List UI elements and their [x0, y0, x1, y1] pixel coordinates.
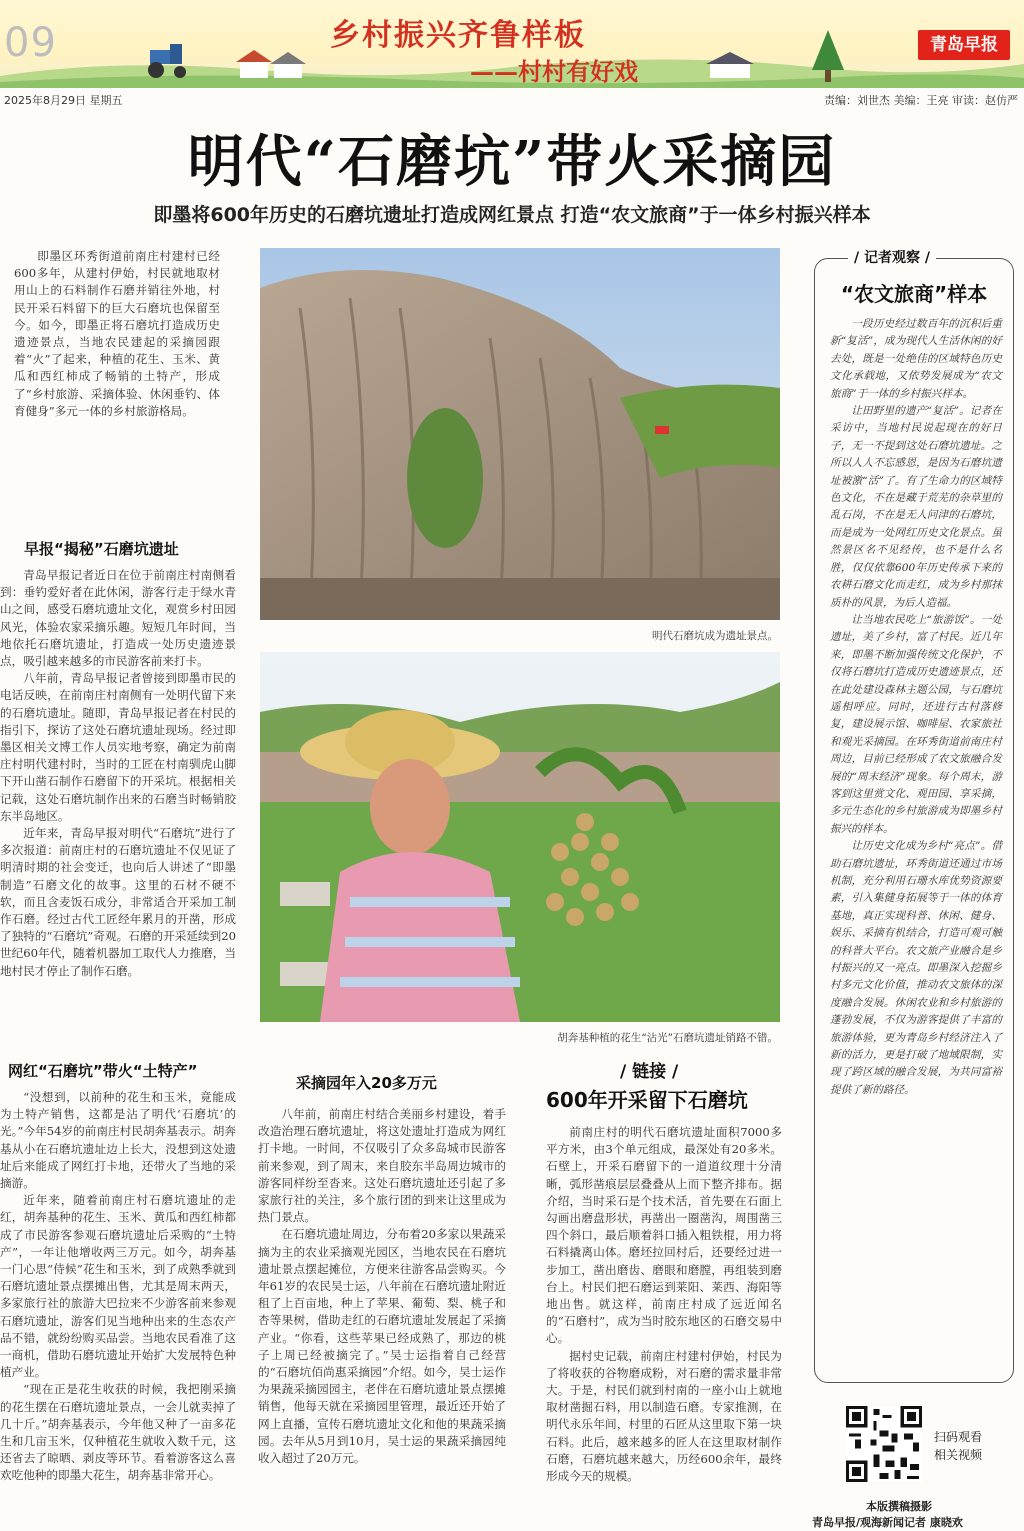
paragraph: “现在正是花生收获的时候，我把刚采摘的花生摆在石磨坑遗址景点，一会儿就卖掉了几十斤。”胡奔基表示，今年他又种了一亩多花生和几亩玉米，仅种植花生就收入数千元，这还省去了晾晒、剥皮等环节。看着游客这么喜欢吃他种的即墨大花生，胡奔基非常开心。: [0, 1382, 236, 1483]
editor-credits: 责编：刘世杰 美编：王亮 审读：赵仿严: [824, 94, 1018, 107]
paragraph: 让田野里的遗产“复活”。记者在采访中，当地村民说起现在的好日子，无一不提到这处石磨坑遗址。之所以人人不忘感恩，是因为石磨坑遗址被激“活”了。有了生命力的区域特色文化，不在是藏于荒芜的杂草里的乱石岗，不在是无人问津的石磨坑，而是成为一处网红历史文化景点。虽然景区名不见经传，也不是什么名胜，仅仅依靠600年历史传承下来的农耕石磨文化而走红，成为乡村那抹质朴的风景，为后人造福。: [830, 405, 1002, 609]
farmer-peanut-photo: [260, 652, 780, 1022]
masthead: [0, 0, 1024, 88]
dateline: 2025年8月29日 星期五: [4, 94, 123, 107]
lead-paragraph: [14, 248, 220, 420]
paragraph: “没想到，以前种的花生和玉米，竟能成为土特产销售，这都是沾了明代‘石磨坑’的光。”今年54岁的前南庄村民胡奔基表示。胡奔基从小在石磨坑遗址边上长大，没想到这处遗址后来能成了网红打卡地，还带火了当地的采摘游。: [0, 1090, 236, 1191]
section-heading-reveal: 早报“揭秘”石磨坑遗址: [24, 540, 179, 558]
observation-label: / 记者观察 /: [848, 247, 936, 267]
subheadline: 即墨将600年历史的石磨坑遗址打造成网红景点 打造“农文旅商”于一体乡村振兴样本: [153, 204, 871, 226]
paragraph: 在石磨坑遗址周边，分布着20多家以果蔬采摘为主的农业采摘观光园区，当地农民在石磨坑遗址景点摆起摊位，方便来往游客品尝购买。今年61岁的农民吴士运，八年前在石磨坑遗址附近租了上百亩地，种上了苹果、葡萄、梨、桃子和杏等果树，借助走红的石磨坑遗址发展起了采摘产业。“你看，这些苹果已经成熟了，那边的桃子上周已经被摘完了。”吴士运指着自己经营的“石磨坑佰尚惠采摘园”介绍。如今，吴士运作为果蔬采摘园园主，老伴在石磨坑遗址景点摆摊销售，他每天就在采摘园里管理，最近还开始了网上直播，宣传石磨坑遗址文化和他的果蔬采摘园。去年从5月到10月，吴士运的果蔬采摘园纯收入超过了20万元。: [258, 1227, 506, 1466]
qr-code-icon[interactable]: [846, 1406, 922, 1482]
paragraph: 八年前，青岛早报记者曾接到即墨市民的电话反映，在前南庄村南侧有一处明代留下来的石磨坑遗址。随即，青岛早报记者在村民的指引下，探访了这处石磨坑遗址现场。经过即墨区相关文博工作人员实地考察，确定为前南庄村明代建村时，当时的工匠在村南驯虎山脚下开山凿石制作石磨留下的开采坑。根据相关记载，这处石磨坑制作出来的石磨当时畅销胶东半岛地区。: [0, 671, 236, 823]
paragraph: 前南庄村的明代石磨坑遗址面积7000多平方米，由3个单元组成，最深处有20多米。石壁上，开采石磨留下的一道道纹理十分清晰，弧形凿痕层层叠叠从上而下整齐排布。据介绍，当时采石是个技术活，首先要在石面上勾画出磨盘形状，再凿出一圈凿沟，周围凿三四个斜口，最后顺着斜口插入粗铁棍，用力将石料撬离山体。磨坯拉回村后，还要经过进一步加工，凿出磨齿、磨眼和磨膛，再组装到磨台上。村民们把石磨运到莱阳、莱西、海阳等地出售。就这样，前南庄村成了远近闻名的“石磨村”，成为当时胶东地区的石磨交易中心。: [546, 1125, 782, 1346]
paragraph: 一段历史经过数百年的沉积后重新“复活”，成为现代人生活休闲的好去处，既是一处绝佳的区域特色历史文化承载地，又依势发展成为“农文旅商”于一体的乡村振兴样本。: [830, 318, 1002, 400]
paragraph: 八年前，前南庄村结合美丽乡村建设，着手改造治理石磨坑遗址，将这处遗址打造成为网红打卡地。一时间，不仅吸引了众多岛城市民游客前来参观，到了周末，来自胶东半岛周边城市的游客同样纷至沓来。这处石磨坑遗址还引起了多家旅行社的关注，多个旅行团的到来让这里成为热门景点。: [258, 1107, 506, 1225]
paragraph: 近年来，随着前南庄村石磨坑遗址的走红，胡奔基种的花生、玉米、黄瓜和西红柿都成了市民游客参观石磨坑遗址后采购的“土特产”，一年让他增收两三万元。如今，胡奔基一门心思“侍候”花生和玉米，到了成熟季就到石磨坑遗址景点摆摊出售，尤其是周末两天，多家旅行社的旅游大巴拉来不少游客前来参观石磨坑遗址，游客们见当地种出来的生态农产品不错，就纷纷购买品尝。当地农民看准了这一商机，借助石磨坑遗址开始扩大发展特色种植产业。: [0, 1193, 236, 1380]
section-heading-specialty: 网红“石磨坑”带火“土特产”: [8, 1062, 198, 1080]
qr-caption: [934, 1428, 982, 1464]
page-number: 09: [4, 20, 57, 66]
quarry-photo: [260, 248, 780, 620]
section-orchard: [258, 1106, 506, 1467]
section-heading-orchard: 采摘园年入20多万元: [296, 1074, 437, 1092]
qr-caption-line2: 相关视频: [934, 1448, 983, 1462]
headline: 明代“石磨坑”带火采摘园: [187, 129, 837, 195]
photo-credit-byline: 青岛早报/观海新闻记者 康晓欢: [812, 1516, 963, 1529]
section-reveal: [0, 528, 236, 980]
paragraph: 青岛早报记者近日在位于前南庄村南侧看到：垂钓爱好者在此休闲，游客行走于绿水青山之间，感受石磨坑遗址文化，观赏乡村田园风光，体验农家采摘乐趣。短短几年时间，当地依托石磨坑遗址，打造成一处历史遗迹景点，吸引越来越多的市民游客前来打卡。: [0, 568, 236, 669]
qr-caption-line1: 扫码观看: [934, 1430, 983, 1444]
paragraph: 让当地农民吃上“旅游饭”。一处遗址，美了乡村，富了村民。近几年来，即墨不断加强传统文化保护，不仅将石磨坑打造成历史遗迹景点，还在此处建设森林主题公园，与石磨坑遥相呼应。同时，还进行古村落修复，建设展示馆、咖啡屋、农家旅社和观光采摘园。在环秀街道前南庄村周边，目前已经形成了农文旅融合发展的“周末经济”现象。每个周末，游客到这里赏文化、观田园、享采摘，多元生态化的乡村旅游成为即墨乡村振兴的样本。: [830, 613, 1002, 835]
link-body: [546, 1124, 782, 1485]
observation-body: [830, 316, 1002, 1099]
link-title: 600年开采留下石磨坑: [546, 1088, 748, 1112]
photo-caption-quarry: 明代石磨坑成为遗址景点。: [652, 630, 778, 642]
farmhouse-icon: [700, 50, 780, 80]
link-label: / 链接 /: [620, 1062, 679, 1082]
village-house-icon: [236, 48, 306, 80]
observation-title: “农文旅商”样本: [840, 282, 988, 306]
lead-text: 即墨区环秀街道前南庄村建村已经600多年，从建村伊始，村民就地取材用山上的石料制作石磨并销往外地，村民开采石料留下的巨大石磨坑也保留至今。如今，即墨正将石磨坑打造成历史遗迹景点，当地农民建起的采摘园跟着“火”了起来，种植的花生、玉米、黄瓜和西红柿成了畅销的土特产，形成了“乡村旅游、采摘体验、休闲垂钓、体育健身”多元一体的乡村旅游格局。: [14, 249, 220, 418]
tree-icon: [808, 30, 848, 84]
tractor-icon: [142, 40, 192, 80]
paragraph: 近年来，青岛早报对明代“石磨坑”进行了多次报道：前南庄村的石磨坑遗址不仅见证了明清时期的社会变迁，也向后人讲述了“即墨制造”石磨文化的故事。这里的石材不硬不软，而且含麦饭石成分，非常适合开采加工制作石磨。经过古代工匠经年累月的开凿，形成了独特的“石磨坑”奇观。石磨的开采延续到20世纪60年代，随着机器加工取代人力推磨，当地村民才停止了制作石磨。: [0, 826, 236, 978]
photo-caption-farmer: 胡奔基种植的花生“沾光”石磨坑遗址销路不错。: [557, 1032, 778, 1044]
section-title: 乡村振兴齐鲁样板: [330, 18, 586, 53]
section-subtitle: ——村村有好戏: [470, 57, 638, 86]
newspaper-logo: 青岛早报: [918, 30, 1010, 60]
section-specialty: [0, 1050, 236, 1485]
paragraph: 据村史记载，前南庄村建村伊始，村民为了将收获的谷物磨成粉，对石磨的需求量非常大。于是，村民们就到村南的一座小山上就地取材凿掘石料，用以制造石磨。专家推测，在明代永乐年间，村里的石匠从这里取下第一块石料。此后，越来越多的匠人在这里取材制作石磨，石磨坑越来越大，历经600余年，最终形成今天的规模。: [546, 1348, 782, 1484]
photo-credit-title: 本版撰稿摄影: [866, 1500, 932, 1513]
paragraph: 让历史文化成为乡村“亮点”。借助石磨坑遗址，环秀街道还通过市场机制，充分利用石珊水库优势资源要素，引入集健身拓展等于一体的体育基地，真正实现科普、休闲、健身、娱乐、采摘有机结合，打造可观可触的科普大平台。农文旅产业融合是乡村振兴的又一亮点。即墨深入挖掘乡村多元文化价值，推动农文旅体的深度融合发展。休闲农业和乡村旅游的蓬勃发展，不仅为游客提供了丰富的旅游体验，更为青岛乡村经济注入了新的活力，更是打破了地域限制，实现了跨区域的融合发展，为共同富裕提供了新的路径。: [830, 840, 1002, 1096]
